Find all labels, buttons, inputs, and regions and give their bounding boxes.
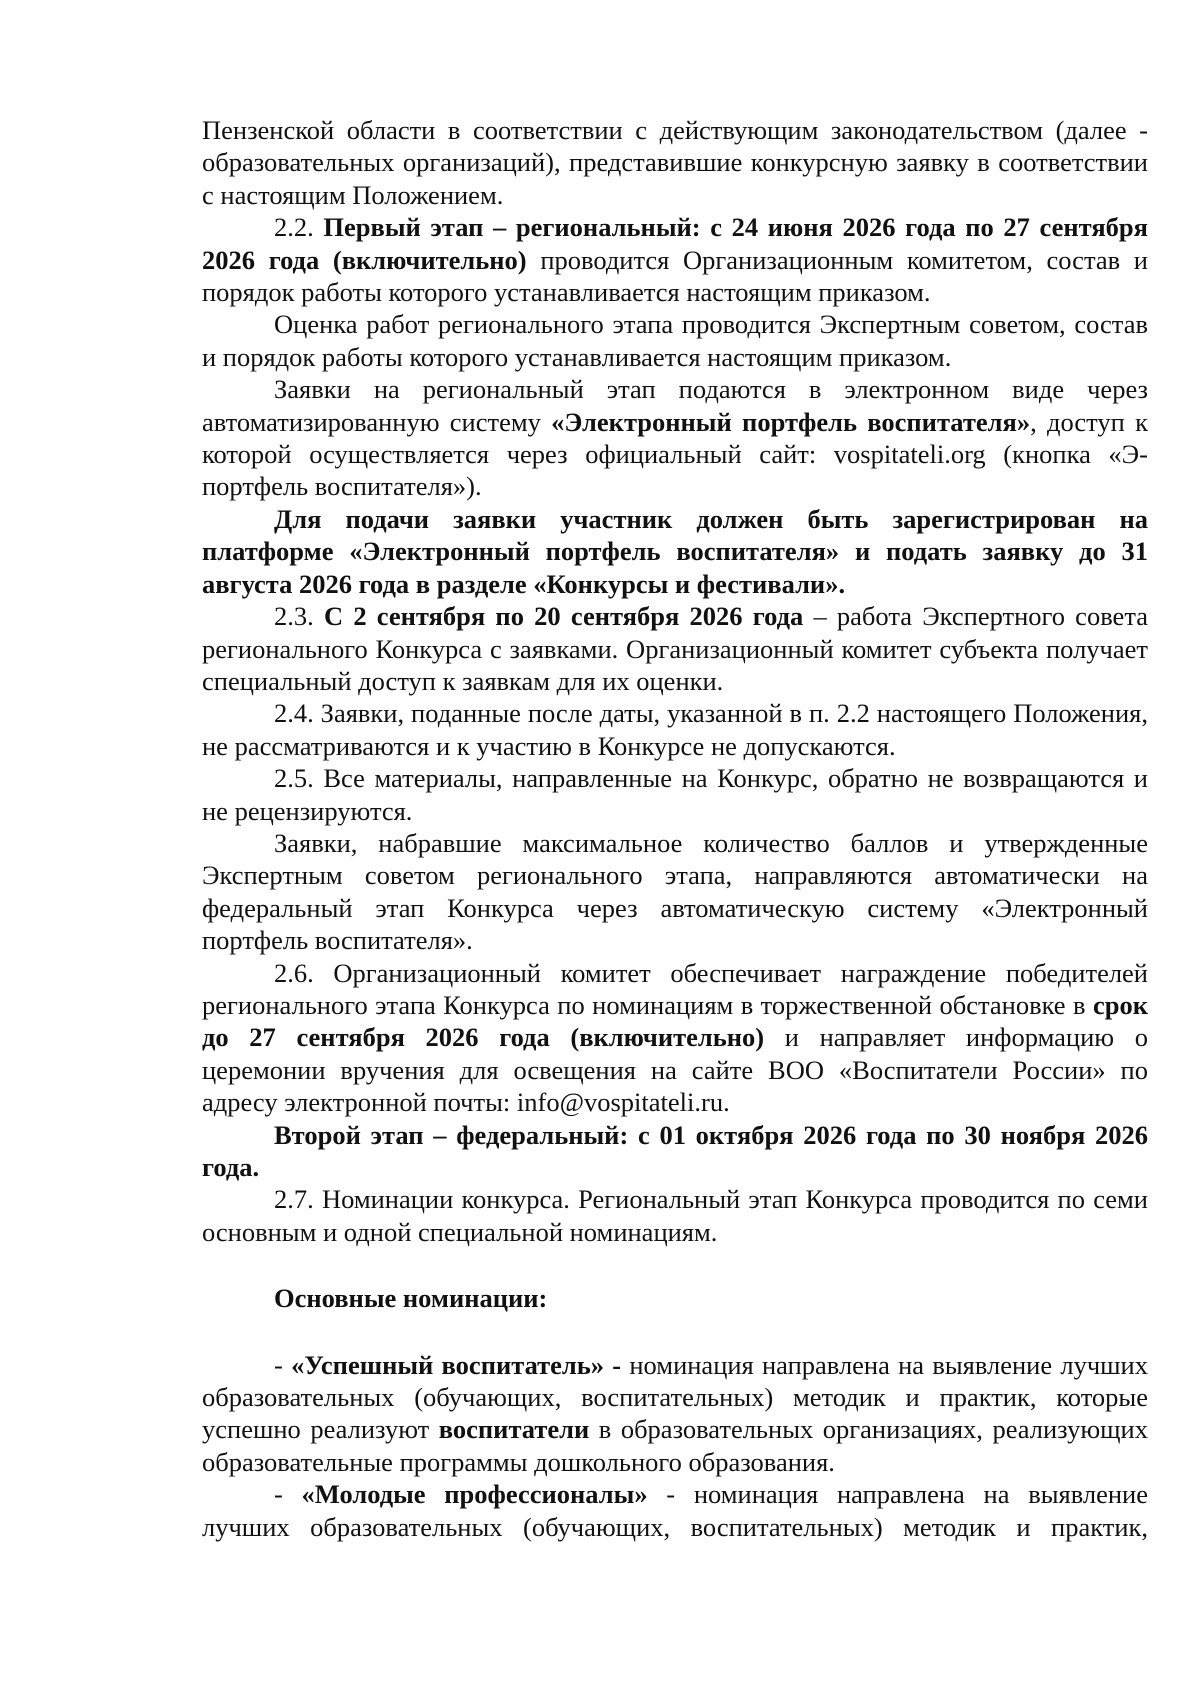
bold-run: «Молодые профессионалы» bbox=[301, 1479, 648, 1510]
text-run: Пензенской области в соответствии с действующим законодательством (далее - образовательных организаций), представившие конкурсную заявку в соответствии с настоящим Положением. bbox=[202, 115, 1148, 210]
text-run: Заявки на региональный этап подаются в электронном виде через автоматизированную систему bbox=[202, 374, 1148, 437]
spacer bbox=[202, 1248, 1148, 1282]
bold-run: С 2 сентября по 20 сентября 2026 года bbox=[323, 601, 804, 632]
text-run: Заявки, набравшие максимальное количество баллов и утвержденные Экспертным советом регионального этапа, направляются автоматически на федеральный этап Конкурса через автоматическую систему «Электронный портфель воспитателя». bbox=[202, 827, 1148, 956]
section-heading-main-nominations bbox=[202, 1282, 1148, 1314]
text-run: – работа Экспертного совета регионального Конкурса с заявками. Организационный комитет субъекта получает специальный доступ к заявкам для их оценки. bbox=[202, 601, 1148, 696]
nomination-successful-educator bbox=[202, 1349, 1148, 1479]
text-run: 2.7. Номинации конкурса. Региональный этап Конкурса проводится по семи основным и одной специальной номинациям. bbox=[202, 1184, 1148, 1247]
paragraph-federal-transfer bbox=[202, 827, 1148, 957]
bold-run: «Успешный воспитатель» - bbox=[291, 1349, 622, 1380]
text-run: - номинация направлена на выявление лучших образовательных (обучающих, воспитательных) методик и практик, bbox=[202, 1479, 1148, 1542]
paragraph-applications bbox=[202, 373, 1148, 503]
text-run: номинация направлена на выявление лучших образовательных (обучающих, воспитательных) методик и практик, которые успешно реализуют bbox=[202, 1349, 1148, 1445]
paragraph-eligibility-end bbox=[202, 114, 1148, 211]
paragraph-evaluation bbox=[202, 308, 1148, 373]
text-run: в образовательных организациях, реализующих образовательные программы дошкольного образования. bbox=[202, 1414, 1148, 1477]
text-run: - bbox=[274, 1479, 302, 1510]
bold-run: Второй этап – федеральный: с 01 октября 2026 года по 30 ноября 2026 года. bbox=[202, 1119, 1148, 1182]
bold-run: воспитатели bbox=[438, 1414, 590, 1445]
paragraph-2-4 bbox=[202, 697, 1148, 762]
bold-run: Для подачи заявки участник должен быть зарегистрирован на платформе «Электронный портфель воспитателя» и подать заявку до 31 августа 2026 года в разделе «Конкурсы и фестивали». bbox=[202, 503, 1148, 599]
paragraph-second-stage bbox=[202, 1119, 1148, 1184]
paragraph-2-6 bbox=[202, 957, 1148, 1119]
document-body bbox=[202, 114, 1148, 1543]
text-run: - bbox=[274, 1349, 292, 1380]
text-run: 2.4. Заявки, поданные после даты, указанной в п. 2.2 настоящего Положения, не рассматриваются и к участию в Конкурсе не допускаются. bbox=[202, 698, 1148, 761]
text-run: Оценка работ регионального этапа проводится Экспертным советом, состав и порядок работы которого устанавливается настоящим приказом. bbox=[202, 309, 1148, 372]
text-run: и направляет информацию о церемонии вручения для освещения на сайте ВОО «Воспитатели России» по адресу электронной почты: info@vospitateli.ru. bbox=[202, 1022, 1148, 1118]
bold-run: срок до 27 сентября 2026 года (включительно) bbox=[202, 989, 1148, 1053]
text-run: , доступ к которой осуществляется через официальный сайт: vospitateli.org (кнопка «Э-портфель воспитателя»). bbox=[202, 406, 1148, 502]
paragraph-2-2 bbox=[202, 211, 1148, 308]
bold-run: Первый этап – региональный: с 24 июня 2026 года по 27 сентября 2026 года (включительно) bbox=[202, 212, 1149, 275]
bold-run: «Электронный портфель воспитателя» bbox=[551, 406, 1031, 437]
text-run: 2.5. Все материалы, направленные на Конкурс, обратно не возвращаются и не рецензируются. bbox=[202, 763, 1148, 826]
spacer bbox=[202, 1315, 1148, 1349]
bold-run: Основные номинации: bbox=[274, 1283, 548, 1314]
paragraph-2-7 bbox=[202, 1183, 1148, 1248]
text-run: 2.6. Организационный комитет обеспечивает награждение победителей регионального этапа Конкурса по номинациям в торжественной обстановке в bbox=[202, 957, 1148, 1020]
paragraph-2-3 bbox=[202, 600, 1148, 697]
text-run: проводится Организационным комитетом, состав и порядок работы которого устанавливается настоящим приказом. bbox=[202, 244, 1148, 308]
nomination-young-professionals bbox=[202, 1478, 1148, 1543]
paragraph-2-5 bbox=[202, 762, 1148, 827]
paragraph-registration bbox=[202, 503, 1148, 600]
text-run: 2.3. bbox=[274, 601, 324, 632]
text-run: 2.2. bbox=[274, 212, 324, 243]
